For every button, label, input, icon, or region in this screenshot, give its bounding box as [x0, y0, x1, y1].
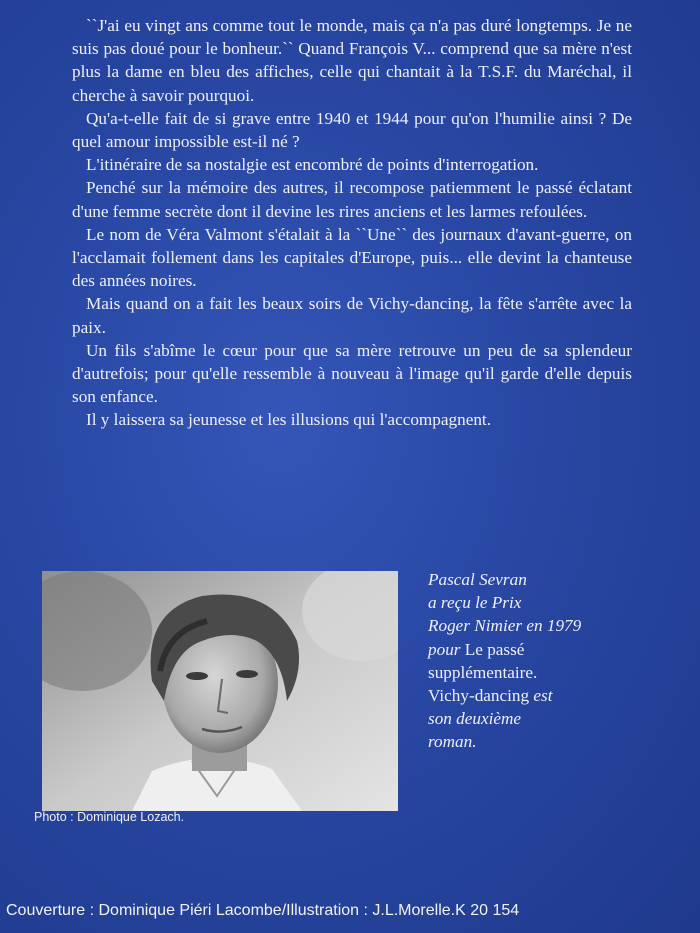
blurb-paragraph: Un fils s'abîme le cœur pour que sa mère retrouve un peu de sa splendeur d'autrefois; pour qu'elle ressemble à nouveau à l'image qu'il garde d'elle depuis son enfance.	[72, 340, 632, 407]
bio-line: Roger Nimier en 1979	[428, 616, 582, 636]
blurb-paragraph: ``J'ai eu vingt ans comme tout le monde, mais ça n'a pas duré longtemps. Je ne suis pas doué pour le bonheur.`` Quand François V... comprend que sa mère n'est plus la dame en bleu des affiches, celle qui chantait à la T.S.F. du Maréchal, il cherche à savoir pourquoi.	[72, 16, 632, 105]
bio-book-title: Le passé	[460, 639, 525, 659]
blurb-paragraph: Penché sur la mémoire des autres, il recompose patiemment le passé éclatant d'une femme secrète dont il devine les rires anciens et les larmes refoulées.	[72, 178, 632, 221]
blurb-paragraph: Qu'a-t-elle fait de si grave entre 1940 et 1944 pour qu'on l'humilie ainsi ? De quel amour impossible est-il né ?	[72, 108, 632, 152]
bio-line: son deuxième	[428, 709, 522, 729]
bio-line: est	[529, 686, 553, 706]
author-bio	[428, 568, 628, 754]
bio-line: a reçu le Prix	[428, 593, 522, 613]
blurb-paragraph: Il y laissera sa jeunesse et les illusions qui l'accompagnent.	[86, 410, 491, 430]
bio-line: Pascal Sevran	[428, 570, 527, 589]
author-photo	[42, 571, 398, 811]
blurb-paragraph: Le nom de Véra Valmont s'étalait à la ``Une`` des journaux d'avant-guerre, on l'acclamait follement dans les capitales d'Europe, puis... elle devint la chanteuse des années noires.	[72, 224, 632, 291]
bio-book-title: supplémentaire.	[428, 662, 538, 682]
cover-credit: Couverture : Dominique Piéri Lacombe/Illustration : J.L.Morelle.K 20 154	[6, 902, 520, 919]
back-cover-blurb	[72, 14, 632, 432]
blurb-paragraph: L'itinéraire de sa nostalgie est encombré de points d'interrogation.	[86, 155, 539, 175]
author-portrait-image	[42, 571, 398, 811]
blurb-paragraph: Mais quand on a fait les beaux soirs de Vichy-dancing, la fête s'arrête avec la paix.	[72, 294, 632, 337]
bio-line: roman.	[428, 732, 477, 752]
photo-credit: Photo : Dominique Lozach.	[34, 810, 185, 824]
bio-book-title: Vichy-dancing	[428, 686, 530, 706]
bio-line: pour	[428, 639, 461, 659]
